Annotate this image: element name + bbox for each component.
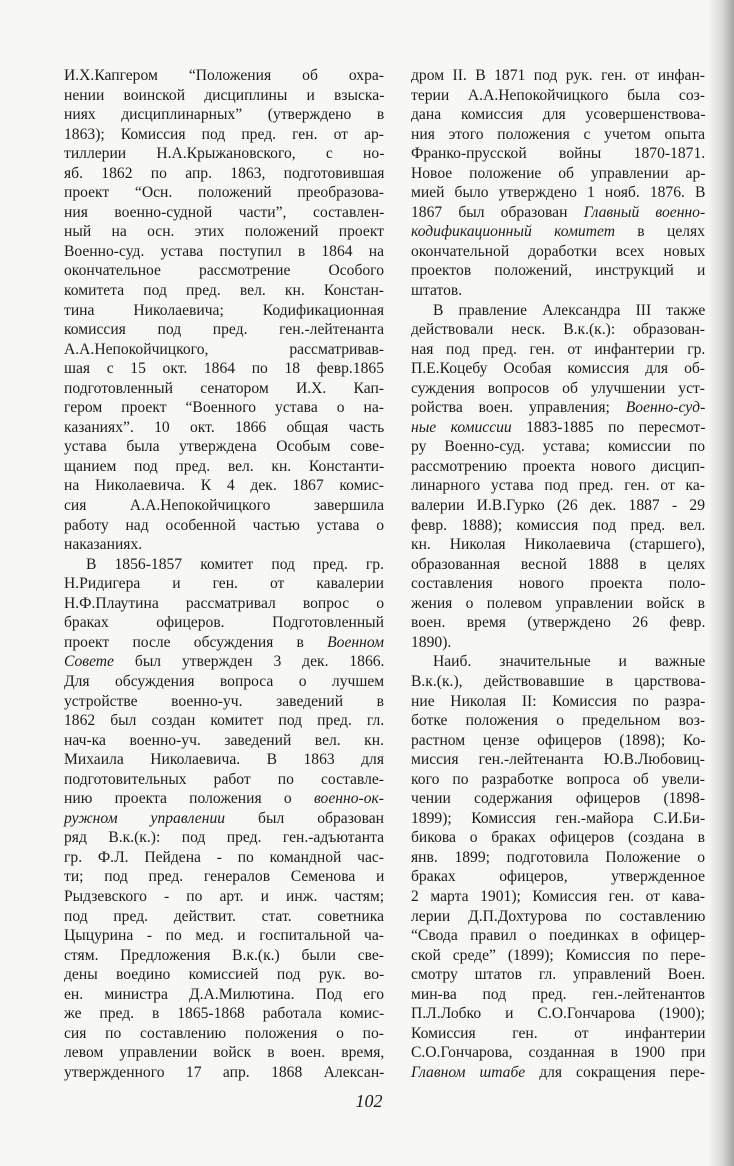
line-text: стям. Предложения В.к.(к.) были све- <box>64 946 384 964</box>
text-line <box>411 398 705 418</box>
line-text: ти; под пред. генералов Семенова и <box>64 868 385 886</box>
line-text: ния военно-судной части”, составлен- <box>64 203 385 221</box>
page-number: 102 <box>355 1091 383 1111</box>
text-line <box>64 398 384 418</box>
text-line <box>64 887 384 907</box>
text-line <box>411 692 705 712</box>
line-text: терии А.А.Непокойчицкого была соз- <box>411 86 705 104</box>
text-line <box>411 86 705 106</box>
line-text: 1862 был создан комитет под пред. гл. <box>64 712 385 730</box>
line-text: казаниях”. 10 окт. 1866 общая часть <box>64 418 385 436</box>
line-text: левом управлении войск в воен. время, <box>64 1044 385 1062</box>
text-line <box>411 750 705 770</box>
text-line <box>64 1004 384 1024</box>
text-line <box>64 86 384 106</box>
line-text: Рыдзевского - по арт. и инж. частям; <box>64 887 385 905</box>
line-text: Франко-прусской войны 1870-1871. <box>411 145 706 163</box>
text-line <box>411 594 705 614</box>
text-line <box>64 594 384 614</box>
text-line <box>411 535 705 555</box>
text-line <box>411 672 705 692</box>
text-line <box>411 907 705 927</box>
line-text: проект “Осн. положений преобразова- <box>64 184 384 202</box>
line-text: Наиб. значительные и важные <box>433 653 706 671</box>
text-line <box>411 770 705 790</box>
text-line <box>411 985 705 1005</box>
text-line <box>411 183 705 203</box>
text-line <box>64 183 384 203</box>
text-line <box>64 164 384 184</box>
text-line <box>64 692 384 712</box>
line-text: янв. 1899; подготовила Положение о <box>411 848 705 866</box>
text-line <box>64 946 384 966</box>
text-line <box>411 516 705 536</box>
line-text: тиллерии Н.А.Крыжановского, с но- <box>64 145 385 163</box>
line-text: был образован <box>225 809 384 827</box>
line-text: тина Николаевича; Кодификационная <box>64 301 384 319</box>
text-line <box>411 926 705 946</box>
line-text: Н.Ф.Плаутина рассматривал вопрос о <box>64 594 384 612</box>
line-text: смотру штатов гл. управлений Воен. <box>411 966 706 984</box>
text-line <box>411 633 705 653</box>
text-line <box>411 848 705 868</box>
line-text: февр. 1888); комиссия под пред. вел. <box>411 516 706 534</box>
text-line <box>64 613 384 633</box>
text-line <box>411 437 705 457</box>
text-line <box>64 301 384 321</box>
line-text: 2 марта 1901); Комиссия ген. от кава- <box>411 887 706 905</box>
line-text: Н.Ридигера и ген. от кавалерии <box>64 575 384 593</box>
text-line <box>64 457 384 477</box>
line-text: для сокращения пере- <box>525 1063 705 1081</box>
text-line <box>64 574 384 594</box>
text-line <box>64 242 384 262</box>
line-text: рассмотрению проекта нового дисцип- <box>411 457 705 475</box>
text-line <box>64 555 384 575</box>
text-line <box>64 652 384 672</box>
line-text: А.А.Непокойчицкого, рассматривав- <box>64 340 384 358</box>
text-line <box>64 672 384 692</box>
text-line <box>64 476 384 496</box>
line-text: Для обсуждения вопроса о лучшем <box>64 672 385 690</box>
text-line <box>411 1024 705 1044</box>
text-line <box>411 1004 705 1024</box>
line-text: суждения вопросов об улучшении уст- <box>411 379 705 397</box>
line-text: ниях дисциплинарных” (утверждено в <box>64 106 385 124</box>
text-line <box>411 281 705 301</box>
line-text: окончательное рассмотрение Особого <box>64 262 384 280</box>
italic-term: ные комиссии <box>411 418 512 436</box>
text-line <box>64 222 384 242</box>
line-text: П.Л.Лобко и С.О.Гончарова (1900); <box>411 1005 705 1023</box>
line-text: был утвержден 3 дек. 1866. <box>113 653 385 671</box>
line-text: 1883-1885 по пересмот- <box>511 418 706 436</box>
text-line <box>411 340 705 360</box>
text-line <box>411 418 705 438</box>
line-text: миссия ген.-лейтенанта Ю.В.Любовиц- <box>411 751 705 769</box>
line-text: составления нового проекта поло- <box>411 575 706 593</box>
text-line <box>411 887 705 907</box>
line-text: ру Военно-суд. устава; комиссии по <box>411 438 705 456</box>
text-line <box>64 1024 384 1044</box>
text-line <box>64 261 384 281</box>
line-text: окончательной доработки всех новых <box>411 242 706 260</box>
page-gutter-shadow <box>708 0 734 1166</box>
line-text: нении воинской дисциплины и взыска- <box>64 86 385 104</box>
line-text: Новое положение об управлении ар- <box>411 164 706 182</box>
line-text: валерии И.В.Гурко (26 дек. 1887 - 29 <box>411 497 705 515</box>
line-text: жения о полевом управлении войск в <box>411 594 705 612</box>
line-text: И.Х.Капгером “Положения об охра- <box>64 67 384 84</box>
line-text: подготовительных работ по составле- <box>64 770 384 788</box>
line-text: сия А.А.Непокойчицкого завершила <box>64 497 384 515</box>
italic-term: Военном <box>327 633 384 651</box>
text-line <box>411 496 705 516</box>
text-line <box>411 965 705 985</box>
text-line <box>411 476 705 496</box>
text-line <box>411 711 705 731</box>
line-text: устава была утверждена Особым сове- <box>64 438 385 456</box>
line-text: Цыцурина - по мед. и госпитальной ча- <box>64 927 384 945</box>
text-line <box>64 496 384 516</box>
text-line <box>64 340 384 360</box>
text-line <box>411 320 705 340</box>
line-text: шая с 15 окт. 1864 по 18 февр.1865 <box>64 360 384 378</box>
line-text: работу над особенной частью устава о <box>64 516 384 534</box>
text-line <box>64 105 384 125</box>
line-text: чении содержания офицеров (1898- <box>411 790 706 808</box>
text-line <box>64 281 384 301</box>
text-line <box>411 1043 705 1063</box>
italic-term: военно-ок- <box>313 790 384 808</box>
italic-term: Главном штабе <box>411 1063 526 1081</box>
line-text: наказаниях. <box>64 536 143 554</box>
line-text: на Николаевича. К 4 дек. 1867 комис- <box>64 477 384 495</box>
text-line <box>64 320 384 340</box>
line-text: гером проект “Военного устава о на- <box>64 399 384 417</box>
text-line <box>64 789 384 809</box>
italic-term: Военно-суд- <box>625 399 706 417</box>
line-text: мин-ва под пред. ген.-лейтенантов <box>411 985 705 1003</box>
line-text: Михаила Николаевича. В 1863 для <box>64 751 384 769</box>
text-line <box>64 907 384 927</box>
line-text: устройстве военно-уч. заведений в <box>64 692 384 710</box>
text-line <box>411 457 705 477</box>
line-text: ная под пред. ген. от инфантерии гр. <box>411 340 706 358</box>
italic-term: кодификационный комитет <box>411 223 615 241</box>
text-line <box>64 750 384 770</box>
text-line <box>64 359 384 379</box>
line-text: ской среде” (1899); Комиссия по пере- <box>411 946 706 964</box>
italic-term: Главный военно- <box>583 203 706 221</box>
line-text: “Свода правил о поединках в офицер- <box>411 927 706 945</box>
line-text: проектов положений, инструкций и <box>411 262 706 280</box>
line-text: дана комиссия для усовершенствова- <box>411 106 706 124</box>
text-line <box>411 809 705 829</box>
line-text: штатов. <box>411 282 463 300</box>
text-line <box>64 66 384 86</box>
text-line <box>64 418 384 438</box>
line-text: 1899); Комиссия ген.-майора С.И.Би- <box>411 809 706 827</box>
line-text: В 1856-1857 комитет под пред. гр. <box>86 555 384 573</box>
line-text: кого по разработке вопроса об увели- <box>411 770 705 788</box>
text-line <box>411 1063 705 1083</box>
text-line <box>411 261 705 281</box>
text-line <box>411 359 705 379</box>
line-text: образованная весной 1888 в целях <box>411 555 706 573</box>
line-text: браках офицеров. Подготовленный <box>64 614 384 632</box>
text-line <box>64 125 384 145</box>
text-line <box>411 828 705 848</box>
text-line <box>411 574 705 594</box>
text-line <box>411 222 705 242</box>
text-line <box>64 809 384 829</box>
line-text: сия по составлению положения о по- <box>64 1024 384 1042</box>
text-line <box>64 535 384 555</box>
text-line <box>64 633 384 653</box>
text-line <box>411 867 705 887</box>
line-text: проект после обсуждения в <box>64 633 328 651</box>
line-text: комитета под пред. вел. кн. Констан- <box>64 282 384 300</box>
text-line <box>64 1043 384 1063</box>
text-line <box>411 164 705 184</box>
text-line <box>411 789 705 809</box>
line-text: Военно-суд. устава поступил в 1864 на <box>64 242 384 260</box>
line-text: бикова о браках офицеров (создана в <box>411 829 705 847</box>
line-text: мией было утверждено 1 нояб. 1876. В <box>411 184 706 202</box>
italic-term: Совете <box>64 653 114 671</box>
line-text: же пред. в 1865-1868 работала комис- <box>64 1005 385 1023</box>
line-text: воен. время (утверждено 26 февр. <box>411 614 706 632</box>
italic-term: ружном управлении <box>64 809 226 827</box>
line-text: В правление Александра III также <box>433 301 706 319</box>
line-text: ние Николая II: Комиссия по разра- <box>411 692 706 710</box>
line-text: яб. 1862 по апр. 1863, подготовившая <box>64 164 385 182</box>
text-line <box>64 985 384 1005</box>
line-text: ботке положения о предельном воз- <box>411 712 706 730</box>
line-text: действовали неск. В.к.(к.): образован- <box>411 321 705 339</box>
line-text: ройства воен. управления; <box>411 399 626 417</box>
text-line <box>411 125 705 145</box>
line-text: ный на осн. этих положений проект <box>64 223 384 241</box>
text-line <box>64 731 384 751</box>
text-line <box>64 711 384 731</box>
text-line <box>411 613 705 633</box>
text-line <box>411 946 705 966</box>
text-line <box>411 301 705 321</box>
text-line <box>64 867 384 887</box>
text-line <box>64 437 384 457</box>
text-line <box>64 144 384 164</box>
text-line <box>64 516 384 536</box>
text-line <box>411 66 705 86</box>
line-text: щанием под пред. вел. кн. Константи- <box>64 457 385 475</box>
line-text: С.О.Гончарова, созданная в 1900 при <box>411 1044 706 1062</box>
line-text: В.к.(к.), действовавшие в царствова- <box>411 672 706 690</box>
text-line <box>411 652 705 672</box>
line-text: гр. Ф.Л. Пейдена - по командной час- <box>64 848 384 866</box>
line-text: растном цензе офицеров (1898); Ко- <box>411 731 706 749</box>
line-text: линарного устава под пред. ген. от ка- <box>411 477 705 495</box>
line-text: дены воедино комиссией под рук. во- <box>64 966 385 984</box>
text-line <box>64 965 384 985</box>
line-text: 1890). <box>411 633 452 651</box>
text-line <box>64 848 384 868</box>
line-text: лерии Д.П.Дохтурова по составлению <box>411 907 706 925</box>
line-text: под пред. действит. стат. советника <box>64 907 384 925</box>
line-text: в целях <box>614 223 705 241</box>
line-text: комиссия под пред. ген.-лейтенанта <box>64 321 384 339</box>
text-line <box>411 203 705 223</box>
text-line <box>64 203 384 223</box>
text-line <box>411 731 705 751</box>
line-text: ряд В.к.(к.): под пред. ген.-адъютанта <box>64 829 384 847</box>
line-text: 1863); Комиссия под пред. ген. от ар- <box>64 125 384 143</box>
text-line <box>64 770 384 790</box>
line-text: П.Е.Коцебу Особая комиссия для об- <box>411 360 705 378</box>
right-text-column <box>411 66 705 1082</box>
line-text: дром II. В 1871 под рук. ген. от инфан- <box>411 67 705 84</box>
text-line <box>64 1063 384 1083</box>
line-text: Комиссия ген. от инфантерии <box>411 1024 706 1042</box>
line-text: кн. Николая Николаевича (старшего), <box>411 536 706 554</box>
line-text: утвержденного 17 апр. 1868 Алексан- <box>64 1063 385 1081</box>
text-line <box>64 926 384 946</box>
text-line <box>411 242 705 262</box>
line-text: ен. министра Д.А.Милютина. Под его <box>64 985 385 1003</box>
line-text: нач-ка военно-уч. заведений вел. кн. <box>64 731 384 749</box>
line-text: подготовленный сенатором И.Х. Кап- <box>64 379 384 397</box>
line-text: нию проекта положения о <box>64 790 314 808</box>
text-line <box>411 555 705 575</box>
text-line <box>64 828 384 848</box>
line-text: ния этого положения с учетом опыта <box>411 125 705 143</box>
text-line <box>411 144 705 164</box>
line-text: 1867 был образован <box>411 203 584 221</box>
text-line <box>411 379 705 399</box>
line-text: браках офицеров, утвержденное <box>411 868 705 886</box>
text-line <box>411 105 705 125</box>
text-line <box>64 379 384 399</box>
left-text-column <box>64 66 384 1082</box>
